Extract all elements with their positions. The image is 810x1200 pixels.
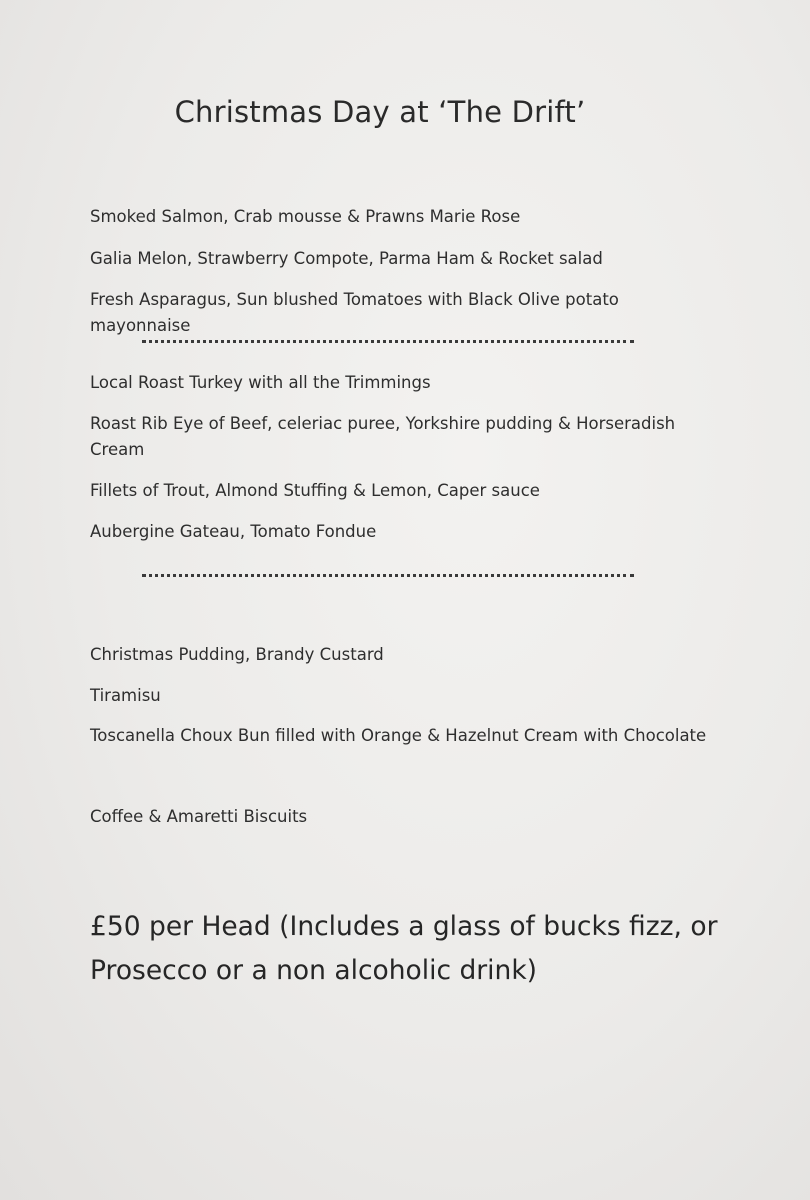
main-item: Roast Rib Eye of Beef, celeriac puree, Yorkshire pudding & Horseradish Cream xyxy=(90,414,676,459)
starter-item: Galia Melon, Strawberry Compote, Parma Ham & Rocket salad xyxy=(90,249,603,268)
dessert-item: Christmas Pudding, Brandy Custard xyxy=(90,645,384,664)
page-title: Christmas Day at ‘The Drift’ xyxy=(174,95,586,129)
dessert-item: Tiramisu xyxy=(90,686,161,705)
starter-item: Smoked Salmon, Crab mousse & Prawns Marie Rose xyxy=(90,207,521,226)
main-item: Local Roast Turkey with all the Trimmings xyxy=(90,373,431,392)
coffee-item: Coffee & Amaretti Biscuits xyxy=(90,807,308,826)
main-item: Aubergine Gateau, Tomato Fondue xyxy=(90,522,377,541)
starter-item: Fresh Asparagus, Sun blushed Tomatoes with Black Olive potato mayonnaise xyxy=(90,290,619,335)
main-item: Fillets of Trout, Almond Stuffing & Lemon, Caper sauce xyxy=(90,481,540,500)
section-divider xyxy=(142,574,634,577)
dessert-item: Toscanella Choux Bun filled with Orange & Hazelnut Cream with Chocolate xyxy=(90,726,707,745)
section-divider xyxy=(142,340,634,343)
price-note: £50 per Head (Includes a glass of bucks fizz, or Prosecco or a non alcoholic drink) xyxy=(90,911,718,986)
